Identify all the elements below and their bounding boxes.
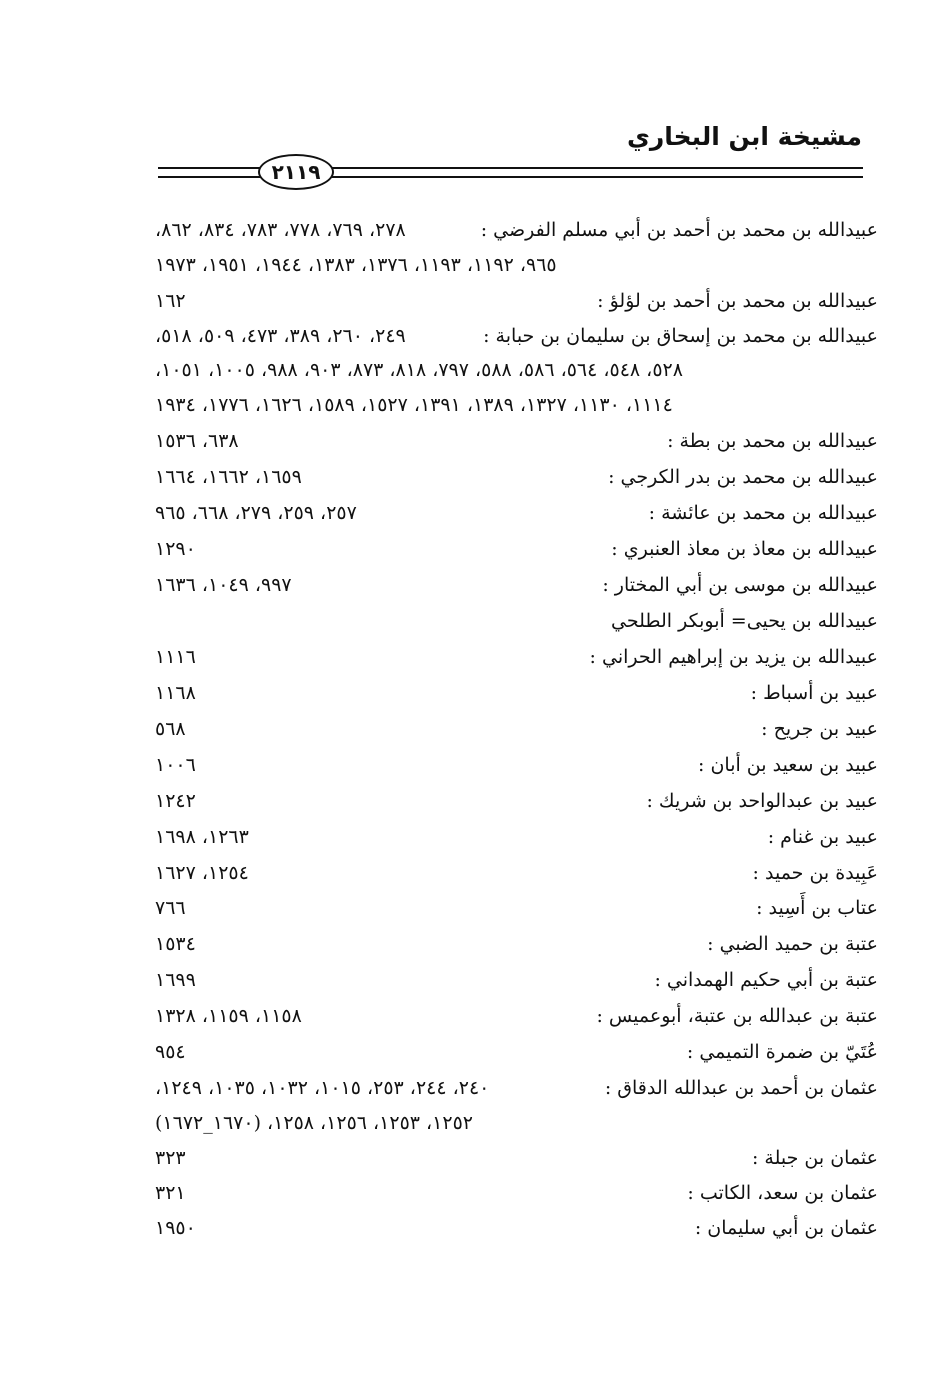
list-item <box>155 933 878 965</box>
entry-refs: ١٩٥٠ <box>155 1217 196 1239</box>
entry-name: عثمان بن سعد، الكاتب : <box>687 1182 878 1204</box>
entry-refs: ١٥٣٤ <box>155 933 196 955</box>
entry-name: عبيدالله بن محمد بن بدر الكرجي : <box>608 466 878 488</box>
entry-refs: ٢٤٠، ٢٤٤، ٢٥٣، ١٠١٥، ١٠٣٢، ١٠٣٥، ١٢٤٩، <box>155 1077 490 1099</box>
entry-refs: ٣٢٣ <box>155 1147 186 1169</box>
list-item <box>155 897 878 929</box>
list-item <box>155 574 878 606</box>
entry-name: عبيد بن سعيد بن أبان : <box>698 754 878 776</box>
entry-name: عبيد بن جريح : <box>761 718 878 740</box>
entry-name: عثمان بن أبي سليمان : <box>694 1217 878 1239</box>
entry-name: عبيدالله بن محمد بن إسحاق بن سليمان بن حبابة : <box>483 325 878 347</box>
entry-refs: ٥٦٨ <box>155 718 186 740</box>
list-item <box>155 466 878 498</box>
entry-refs: ٣٢١ <box>155 1182 186 1204</box>
entry-refs-continued: ١٢٥٢، ١٢٥٣، ١٢٥٦، ١٢٥٨، (١٦٧٠_١٦٧٢) <box>155 1112 473 1134</box>
list-item-continuation <box>155 254 878 286</box>
page-number-text: ٢١١٩ <box>271 160 321 184</box>
entry-refs: ٧٦٦ <box>155 897 186 919</box>
entry-name: عبيدالله بن معاذ بن معاذ العنبري : <box>611 538 878 560</box>
list-item <box>155 502 878 534</box>
list-item <box>155 219 878 251</box>
entry-refs-continued: ٥٢٨، ٥٤٨، ٥٦٤، ٥٨٦، ٥٨٨، ٧٩٧، ٨١٨، ٨٧٣، ٩٠٣، ٩٨٨، ١٠٠٥، ١٠٥١، <box>155 359 683 381</box>
list-item-continuation <box>155 394 878 426</box>
entry-name: عتبة بن حميد الضبي : <box>707 933 878 955</box>
entry-refs: ٦٣٨، ١٥٣٦ <box>155 430 239 452</box>
entry-name: عبيدالله بن يزيد بن إبراهيم الحراني : <box>589 646 878 668</box>
entry-name: عبيدالله بن محمد بن أحمد بن أبي مسلم الفرضي : <box>480 219 878 241</box>
list-item <box>155 969 878 1001</box>
entry-refs: ٩٥٤ <box>155 1041 186 1063</box>
list-item <box>155 1077 878 1109</box>
list-item <box>155 290 878 322</box>
entry-name: عتبة بن أبي حكيم الهمداني : <box>654 969 878 991</box>
list-item <box>155 430 878 462</box>
entry-name: عبيدالله بن محمد بن أحمد بن لؤلؤ : <box>597 290 878 312</box>
entry-refs: ٢٥٧، ٢٥٩، ٢٧٩، ٦٦٨، ٩٦٥ <box>155 502 357 524</box>
entry-name: عثمان بن جبلة : <box>751 1147 878 1169</box>
list-item <box>155 325 878 357</box>
list-item <box>155 1182 878 1214</box>
list-item <box>155 610 878 642</box>
list-item <box>155 718 878 750</box>
list-item-continuation <box>155 359 878 391</box>
list-item <box>155 790 878 822</box>
list-item <box>155 1147 878 1179</box>
entry-name: عتبة بن عبدالله بن عتبة، أبوعميس : <box>596 1005 878 1027</box>
entry-name: عبيدالله بن موسى بن أبي المختار : <box>602 574 878 596</box>
entry-refs: ١١٦٨ <box>155 682 196 704</box>
list-item <box>155 862 878 894</box>
list-item <box>155 646 878 678</box>
entry-refs-continued: ٩٦٥، ١١٩٢، ١١٩٣، ١٣٧٦، ١٣٨٣، ١٩٤٤، ١٩٥١، ١٩٧٣ <box>155 254 557 276</box>
entry-name: عبيد بن عبدالواحد بن شريك : <box>646 790 878 812</box>
entry-refs: ٢٧٨، ٧٦٩، ٧٧٨، ٧٨٣، ٨٣٤، ٨٦٢، <box>155 219 406 241</box>
entry-name: عُتَيّ بن ضمرة التميمي : <box>686 1041 878 1063</box>
entry-name: عبيدالله بن محمد بن بطة : <box>667 430 878 452</box>
entry-refs: ٢٤٩، ٢٦٠، ٣٨٩، ٤٧٣، ٥٠٩، ٥١٨، <box>155 325 406 347</box>
entry-refs: ١٦٢ <box>155 290 186 312</box>
entry-name: عتاب بن أَسِيد : <box>756 897 878 919</box>
entry-name: عبيدالله بن يحيى= أبوبكر الطلحي <box>611 610 878 632</box>
entry-refs: ١١١٦ <box>155 646 196 668</box>
list-item <box>155 682 878 714</box>
entry-refs: ١٢٩٠ <box>155 538 196 560</box>
list-item-continuation <box>155 1112 878 1144</box>
list-item <box>155 538 878 570</box>
entry-refs: ٩٩٧، ١٠٤٩، ١٦٣٦ <box>155 574 292 596</box>
list-item <box>155 1217 878 1249</box>
entry-name: عبيد بن غنام : <box>767 826 878 848</box>
page-number <box>258 154 334 190</box>
list-item <box>155 826 878 858</box>
entry-refs: ١٢٥٤، ١٦٢٧ <box>155 862 249 884</box>
entry-refs-continued: ١١١٤، ١١٣٠، ١٣٢٧، ١٣٨٩، ١٣٩١، ١٥٢٧، ١٥٨٩، ١٦٢٦، ١٧٧٦، ١٩٣٤ <box>155 394 673 416</box>
list-item <box>155 1005 878 1037</box>
book-title: مشيخة ابن البخاري <box>626 122 862 151</box>
entry-refs: ١٢٦٣، ١٦٩٨ <box>155 826 249 848</box>
list-item <box>155 1041 878 1073</box>
entry-name: عثمان بن أحمد بن عبدالله الدقاق : <box>604 1077 878 1099</box>
entry-refs: ١٦٥٩، ١٦٦٢، ١٦٦٤ <box>155 466 302 488</box>
entry-refs: ١٢٤٢ <box>155 790 196 812</box>
list-item <box>155 754 878 786</box>
entry-name: عَبِيدة بن حميد : <box>752 862 878 884</box>
entry-refs: ١٦٩٩ <box>155 969 196 991</box>
entry-refs: ١١٥٨، ١١٥٩، ١٣٢٨ <box>155 1005 302 1027</box>
entry-refs: ١٠٠٦ <box>155 754 196 776</box>
entry-name: عبيدالله بن محمد بن عائشة : <box>648 502 878 524</box>
entry-name: عبيد بن أسباط : <box>750 682 878 704</box>
